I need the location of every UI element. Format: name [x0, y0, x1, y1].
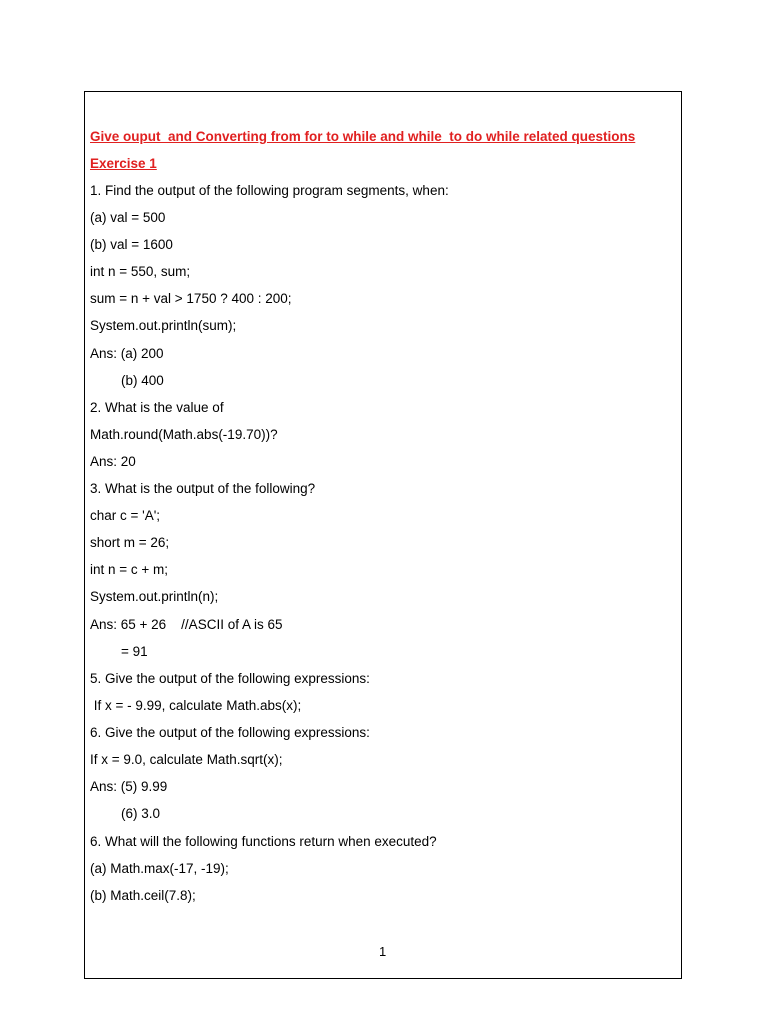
answer-line: Ans: 20 [90, 454, 136, 469]
answer-line: Ans: 65 + 26 //ASCII of A is 65 [90, 617, 283, 632]
question-6b: 6. What will the following functions return when executed? [90, 834, 437, 849]
question-5: 5. Give the output of the following expressions: [90, 671, 370, 686]
text-line: (b) val = 1600 [90, 237, 173, 252]
code-line: (b) Math.ceil(7.8); [90, 888, 196, 903]
code-line: System.out.println(sum); [90, 318, 237, 333]
answer-line: = 91 [121, 644, 148, 659]
code-line: short m = 26; [90, 535, 170, 550]
code-line: int n = 550, sum; [90, 264, 191, 279]
text-line: (a) val = 500 [90, 210, 166, 225]
answer-line: (6) 3.0 [121, 806, 161, 821]
code-line: int n = c + m; [90, 562, 169, 577]
code-line: char c = 'A'; [90, 508, 161, 523]
text-line: If x = - 9.99, calculate Math.abs(x); [90, 698, 302, 713]
answer-line: Ans: (5) 9.99 [90, 779, 168, 794]
question-1: 1. Find the output of the following program segments, when: [90, 183, 449, 198]
question-2: 2. What is the value of [90, 400, 224, 415]
text-line: If x = 9.0, calculate Math.sqrt(x); [90, 752, 283, 767]
code-line: Math.round(Math.abs(-19.70))? [90, 427, 278, 442]
answer-line: (b) 400 [121, 373, 164, 388]
answer-line: Ans: (a) 200 [90, 346, 164, 361]
code-line: System.out.println(n); [90, 589, 219, 604]
question-3: 3. What is the output of the following? [90, 481, 316, 496]
question-6: 6. Give the output of the following expressions: [90, 725, 370, 740]
code-line: (a) Math.max(-17, -19); [90, 861, 229, 876]
code-line: sum = n + val > 1750 ? 400 : 200; [90, 291, 292, 306]
exercise-heading: Exercise 1 [90, 156, 157, 171]
page-number: 1 [379, 944, 387, 959]
document-title: Give ouput and Converting from for to while and while to do while related questions [90, 129, 636, 144]
